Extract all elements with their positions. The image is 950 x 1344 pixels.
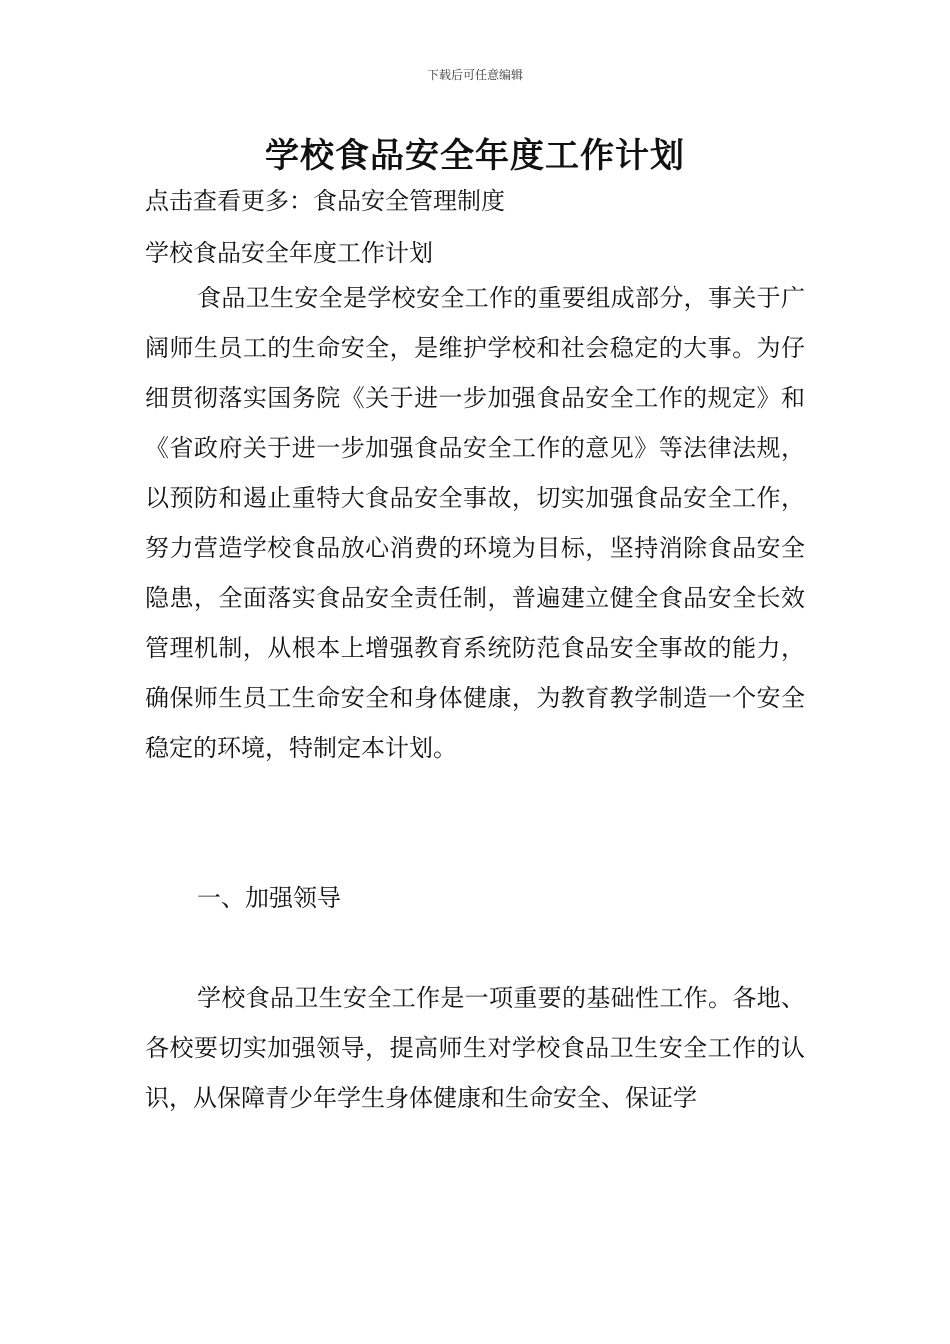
section-heading: 一、加强领导 — [197, 884, 341, 912]
document-subtitle: 学校食品安全年度工作计划 — [145, 239, 433, 267]
more-link-line[interactable]: 点击查看更多：食品安全管理制度 — [145, 187, 505, 215]
intro-paragraph: 食品卫生安全是学校安全工作的重要组成部分，事关于广阔师生员工的生命安全，是维护学校和社会稳定的大事。为仔细贯彻落实国务院《关于进一步加强食品安全工作的规定》和《省政府关于进一步加强食品安全工作的意见》等法律法规，以预防和遏止重特大食品安全事故，切实加强食品安全工作，努力营造学校食品放心消费的环境为目标，坚持消除食品安全隐患，全面落实食品安全责任制，普遍建立健全食品安全长效管理机制，从根本上增强教育系统防范食品安全事故的能力，确保师生员工生命安全和身体健康，为教育教学制造一个安全稳定的环境，特制定本计划。 — [145, 284, 805, 762]
header-note: 下载后可任意编辑 — [426, 68, 523, 82]
section-paragraph: 学校食品卫生安全工作是一项重要的基础性工作。各地、各校要切实加强领导，提高师生对学校食品卫生安全工作的认识，从保障青少年学生身体健康和生命安全、保证学 — [145, 984, 805, 1112]
document-title: 学校食品安全年度工作计划 — [265, 136, 685, 176]
